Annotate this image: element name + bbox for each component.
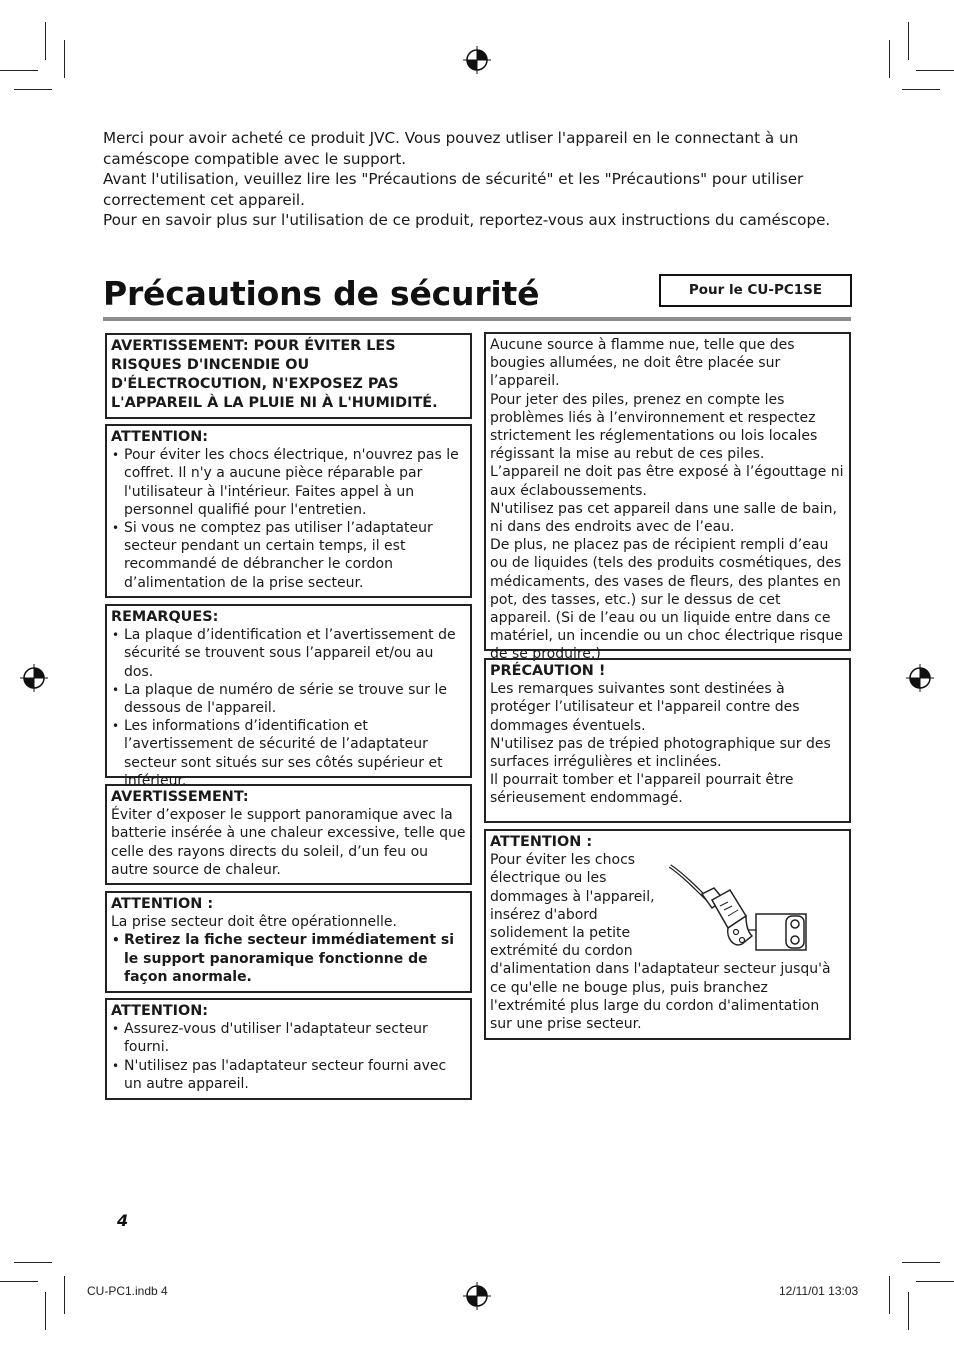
crop-mark bbox=[64, 1276, 65, 1314]
attention-box-2 bbox=[105, 891, 472, 993]
safety-paragraph: De plus, ne placez pas de récipient rempli d’eau ou de liquides (tels des produits cosmétiques, des médicaments, des vases de fleurs, des plantes en pot, des tasses, etc.) sur le dessus de cet appareil. (Si de l’eau ou un liquide entre dans ce matériel, un incendie ou un choc électrique risque de se produire.) bbox=[490, 537, 843, 663]
crop-mark bbox=[0, 70, 38, 71]
attention-text: La prise secteur doit être opérationnelle. bbox=[111, 914, 397, 931]
list-item: • Pour éviter les chocs électrique, n'ouvrez pas le coffret. Il n'y a aucune pièce réparable par l'utilisateur à l'intérieur. Faites appel à un personnel qualifié pour l'entretien. bbox=[111, 446, 466, 519]
crop-mark bbox=[908, 22, 909, 60]
remarques-box bbox=[105, 604, 472, 789]
safety-paragraph: N'utilisez pas cet appareil dans une salle de bain, ni dans des endroits avec de l’eau. bbox=[490, 500, 837, 536]
intro-paragraph: Pour en savoir plus sur l'utilisation de ce produit, reportez-vous aux instructions du caméscope. bbox=[103, 211, 831, 230]
attention-box-3 bbox=[105, 998, 472, 1100]
crop-mark bbox=[916, 70, 954, 71]
intro-paragraph: Merci pour avoir acheté ce produit JVC. Vous pouvez utliser l'appareil en le connectant à un caméscope compatible avec le support. bbox=[103, 129, 799, 168]
page-number: 4 bbox=[117, 1211, 129, 1230]
intro-text bbox=[103, 128, 843, 231]
precaution-paragraph: Il pourrait tomber et l'appareil pourrait être sérieusement endommagé. bbox=[490, 772, 794, 807]
attention-box-1 bbox=[105, 424, 472, 598]
registration-mark-icon bbox=[463, 46, 491, 74]
attention-heading: ATTENTION : bbox=[490, 834, 593, 850]
crop-mark bbox=[902, 1262, 940, 1263]
remarques-heading: REMARQUES: bbox=[111, 609, 219, 625]
crop-mark bbox=[14, 89, 52, 90]
crop-mark bbox=[45, 1292, 46, 1330]
footer-file: CU-PC1.indb 4 bbox=[87, 1284, 168, 1298]
attention-heading: ATTENTION : bbox=[111, 896, 214, 912]
crop-mark bbox=[916, 1281, 954, 1282]
attention-plug-text-wide: d'alimentation dans l'adaptateur secteur jusqu'à ce qu'elle ne bouge plus, puis branchez l'extrémité plus large du cordon d'alimentation sur une prise secteur. bbox=[490, 961, 831, 1033]
intro-paragraph: Avant l'utilisation, veuillez lire les "Précautions de sécurité" et les "Précautions" pour utiliser correctement cet appareil. bbox=[103, 170, 804, 209]
crop-mark bbox=[902, 89, 940, 90]
power-plug-icon bbox=[668, 860, 810, 952]
attention-plug-text-narrow: Pour éviter les chocs électrique ou les dommages à l'appareil, insérez d'abord solidement la petite extrémité du cordon bbox=[490, 852, 655, 960]
precaution-paragraph: N'utilisez pas de trépied photographique sur des surfaces irrégulières et inclinées. bbox=[490, 735, 831, 771]
list-item: • La plaque d’identification et l’avertissement de sécurité se trouvent sous l’appareil et/ou au dos. bbox=[111, 626, 466, 681]
avertissement-text: Éviter d’exposer le support panoramique avec la batterie insérée à une chaleur excessive, telle que celle des rayons directs du soleil, d’un feu ou autre source de chaleur. bbox=[111, 807, 466, 878]
precaution-box bbox=[484, 658, 851, 823]
list-item: • Les informations d’identification et l’avertissement de sécurité de l’adaptateur secteur sont situés sur ses côtés supérieur et inférieur. bbox=[111, 717, 466, 790]
attention-heading: ATTENTION: bbox=[111, 429, 209, 445]
model-tag: Pour le CU-PC1SE bbox=[659, 274, 852, 307]
attention-heading: ATTENTION: bbox=[111, 1003, 209, 1019]
list-item: • Assurez-vous d'utiliser l'adaptateur secteur fourni. bbox=[111, 1020, 466, 1056]
attention-list bbox=[111, 1020, 466, 1093]
general-safety-box bbox=[484, 332, 851, 663]
safety-paragraph: Pour jeter des piles, prenez en compte les problèmes liés à l’environnement et respectez strictement les réglementations ou lois locales régissant la mise au rebut de ces piles. bbox=[490, 391, 818, 463]
list-item: • La plaque de numéro de série se trouve sur le dessous de l'appareil. bbox=[111, 681, 466, 717]
page-title: Précautions de sécurité bbox=[103, 274, 540, 313]
safety-paragraph: Aucune source à flamme nue, telle que des bougies allumées, ne doit être placée sur l’appareil. bbox=[490, 337, 795, 390]
footer-datetime: 12/11/01 13:03 bbox=[779, 1284, 859, 1298]
crop-mark bbox=[908, 1292, 909, 1330]
precaution-heading: PRÉCAUTION ! bbox=[490, 663, 606, 679]
avertissement-box bbox=[105, 784, 472, 885]
precaution-paragraph: Les remarques suivantes sont destinées à protéger l’utilisateur et l'appareil contre des dommages éventuels. bbox=[490, 681, 800, 734]
remarques-list bbox=[111, 626, 466, 790]
safety-paragraph: L’appareil ne doit pas être exposé à l’égouttage ni aux éclaboussements. bbox=[490, 464, 844, 499]
crop-mark bbox=[45, 22, 46, 60]
warning-main-text: AVERTISSEMENT: POUR ÉVITER LES RISQUES D'INCENDIE OU D'ÉLECTROCUTION, N'EXPOSEZ PAS L'APPAREIL À LA PLUIE NI À L'HUMIDITÉ. bbox=[111, 338, 438, 411]
crop-mark bbox=[889, 40, 890, 78]
warning-main-box bbox=[105, 333, 472, 419]
crop-mark bbox=[64, 40, 65, 78]
title-rule bbox=[103, 317, 851, 321]
crop-mark bbox=[14, 1262, 52, 1263]
crop-mark bbox=[889, 1276, 890, 1314]
attention-list bbox=[111, 931, 466, 986]
attention-list bbox=[111, 446, 466, 592]
avertissement-heading: AVERTISSEMENT: bbox=[111, 789, 249, 805]
list-item: • N'utilisez pas l'adaptateur secteur fourni avec un autre appareil. bbox=[111, 1057, 466, 1093]
crop-mark bbox=[0, 1281, 38, 1282]
registration-mark-icon bbox=[906, 664, 934, 692]
list-item: • Si vous ne comptez pas utiliser l’adaptateur secteur pendant un certain temps, il est recommandé de débrancher le cordon d’alimentation de la prise secteur. bbox=[111, 519, 466, 592]
registration-mark-icon bbox=[20, 664, 48, 692]
registration-mark-icon bbox=[463, 1282, 491, 1310]
list-item: • Retirez la fiche secteur immédiatement si le support panoramique fonctionne de façon anormale. bbox=[111, 931, 466, 986]
